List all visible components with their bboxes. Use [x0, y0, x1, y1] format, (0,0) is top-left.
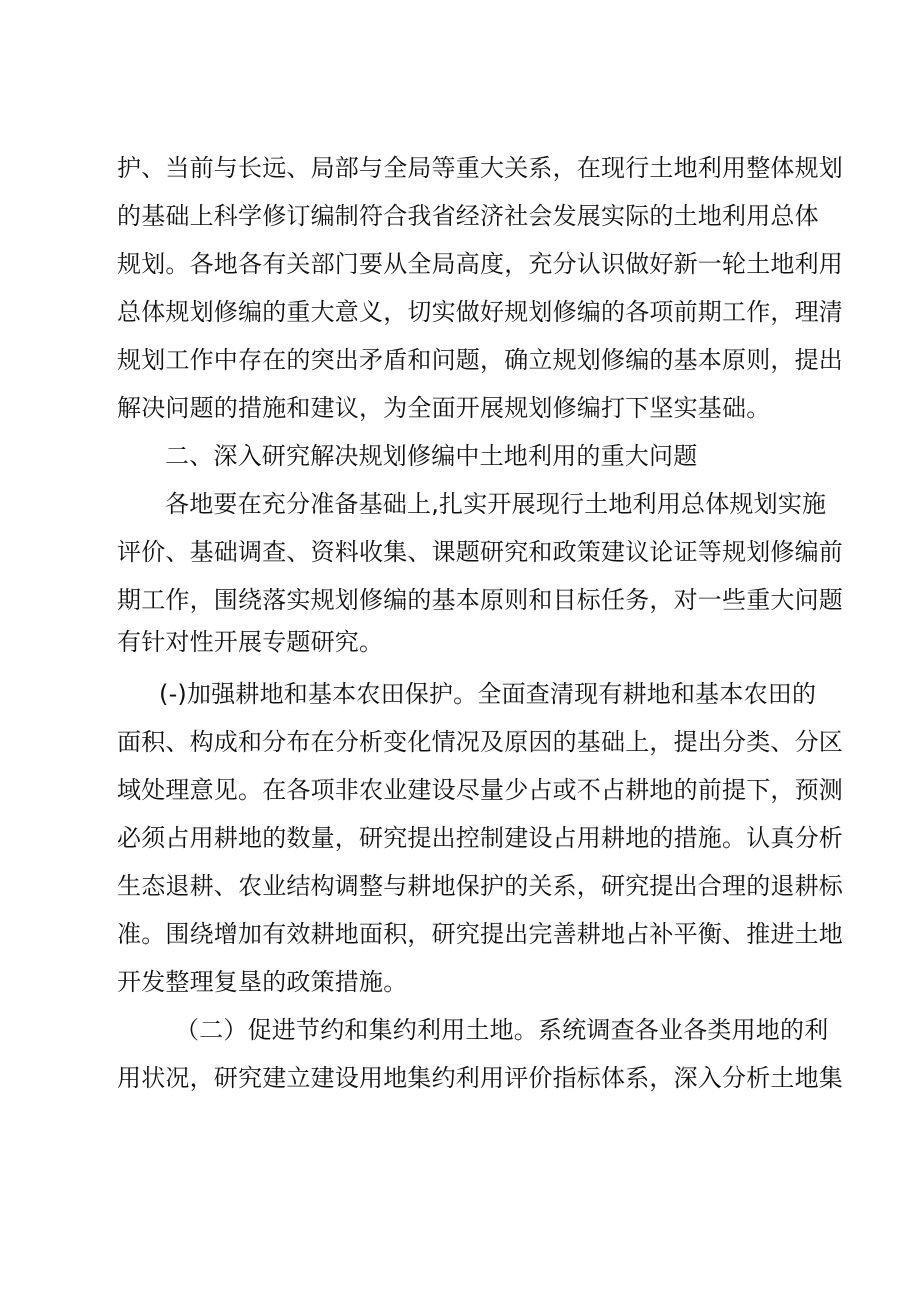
subsection-line-4: 必须占用耕地的数量，研究提出控制建设占用耕地的措施。认真分析	[117, 824, 843, 852]
section-heading: 二、深入研究解决规划修编中土地利用的重大问题	[165, 442, 698, 470]
paragraph-line-10: 期工作，围绕落实规划修编的基本原则和目标任务，对一些重大问题	[117, 586, 843, 614]
paragraph-line-9: 评价、基础调查、资料收集、课题研究和政策建议论证等规划修编前	[117, 538, 843, 566]
subsection-line-1: (-)加强耕地和基本农田保护。全面查清现有耕地和基本农田的	[159, 680, 817, 708]
paragraph-line-11: 有针对性开展专题研究。	[117, 628, 384, 656]
paragraph-line-8: 各地要在充分准备基础上,扎实开展现行土地利用总体规划实施	[165, 490, 827, 518]
subsection-line-3: 域处理意见。在各项非农业建设尽量少占或不占耕地的前提下，预测	[117, 776, 843, 804]
subsection-line-2: 面积、构成和分布在分析变化情况及原因的基础上，提出分类、分区	[117, 728, 843, 756]
paragraph-line-6: 解决问题的措施和建议，为全面开展规划修编打下坚实基础。	[117, 394, 771, 422]
paragraph-line-2: 的基础上科学修订编制符合我省经济社会发展实际的土地利用总体	[117, 202, 819, 230]
subsection2-line-2: 用状况，研究建立建设用地集约利用评价指标体系，深入分析土地集	[117, 1064, 843, 1092]
paragraph-line-5: 规划工作中存在的突出矛盾和问题，确立规划修编的基本原则，提出	[117, 346, 843, 374]
subsection2-line-1: （二）促进节约和集约利用土地。系统调查各业各类用地的利	[175, 1016, 829, 1044]
subsection-line-5: 生态退耕、农业结构调整与耕地保护的关系，研究提出合理的退耕标	[117, 872, 843, 900]
subsection-line-7: 开发整理复垦的政策措施。	[117, 968, 408, 996]
paragraph-line-1: 护、当前与长远、局部与全局等重大关系，在现行土地利用整体规划	[117, 154, 843, 182]
paragraph-line-3: 规划。各地各有关部门要从全局高度，充分认识做好新一轮土地利用	[117, 250, 843, 278]
paragraph-line-4: 总体规划修编的重大意义，切实做好规划修编的各项前期工作，理清	[117, 298, 843, 326]
subsection-line-6: 准。围绕增加有效耕地面积，研究提出完善耕地占补平衡、推进土地	[117, 920, 843, 948]
